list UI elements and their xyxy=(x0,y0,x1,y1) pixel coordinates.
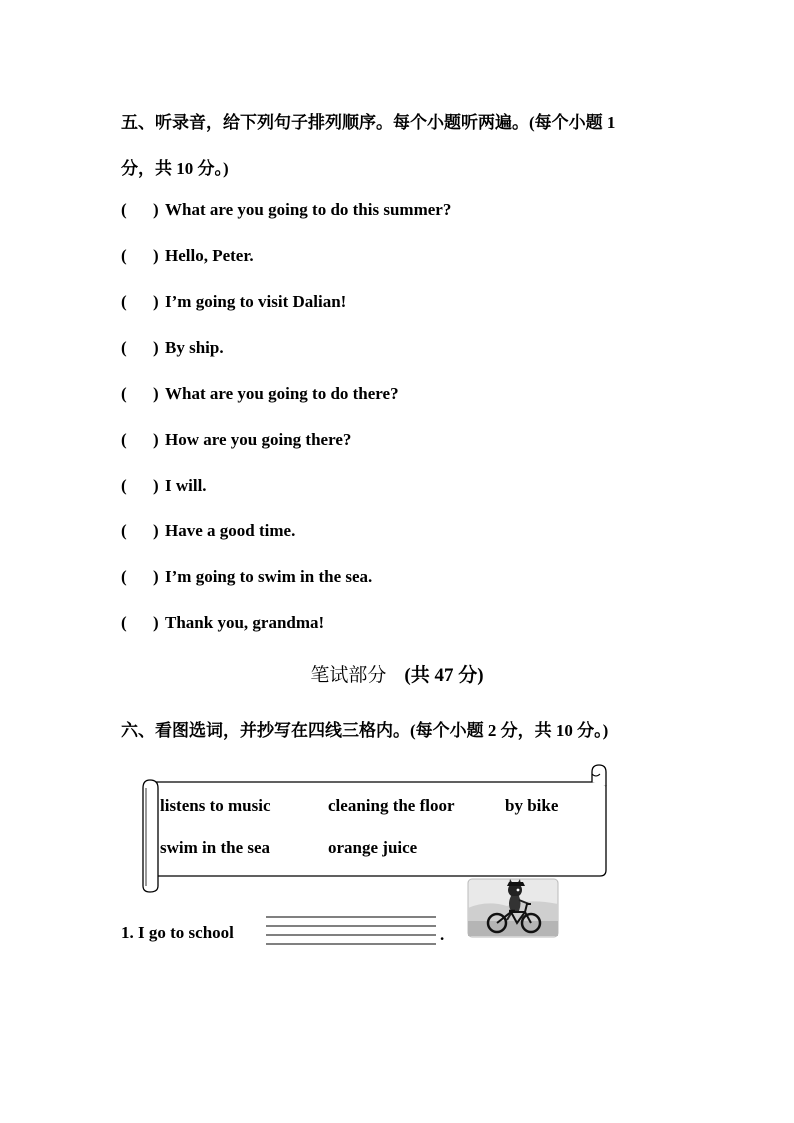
answer-paren-open: ( xyxy=(121,384,127,403)
answer-paren-close: ) xyxy=(153,476,159,495)
answer-paren-close: ) xyxy=(153,567,159,586)
list-item xyxy=(121,384,399,404)
answer-paren-open: ( xyxy=(121,430,127,449)
list-item xyxy=(121,200,451,220)
word-bank-item: cleaning the floor xyxy=(328,796,455,815)
four-line-grid[interactable] xyxy=(266,915,438,947)
sentence-text: Hello, Peter. xyxy=(165,246,254,265)
answer-paren-open: ( xyxy=(121,613,127,632)
section5-heading-line1: 五、听录音，给下列句子排列顺序。每个小题听两遍。(每个小题 1 xyxy=(121,113,616,132)
answer-paren-close: ) xyxy=(153,430,159,449)
sentence-text: I’m going to swim in the sea. xyxy=(165,567,373,586)
sentence-text: What are you going to do this summer? xyxy=(165,200,452,219)
answer-paren-open: ( xyxy=(121,567,127,586)
word-bank-item: orange juice xyxy=(328,838,418,857)
sentence-text: How are you going there? xyxy=(165,430,352,449)
word-bank-item: swim in the sea xyxy=(160,838,271,857)
answer-paren-open: ( xyxy=(121,521,127,540)
sentence-text: Have a good time. xyxy=(165,521,296,540)
word-bank-item: by bike xyxy=(505,796,559,815)
answer-paren-open: ( xyxy=(121,338,127,357)
section5-heading-line2: 分，共 10 分。) xyxy=(121,159,229,178)
sentence-text: I will. xyxy=(165,476,207,495)
list-item xyxy=(121,338,224,358)
sentence-text: What are you going to do there? xyxy=(165,384,399,403)
answer-paren-open: ( xyxy=(121,292,127,311)
answer-paren-close: ) xyxy=(153,338,159,357)
answer-paren-open: ( xyxy=(121,200,127,219)
answer-paren-close: ) xyxy=(153,384,159,403)
cat-riding-bike-icon xyxy=(467,878,559,938)
list-item xyxy=(121,292,346,312)
sentence-text: By ship. xyxy=(165,338,224,357)
list-item xyxy=(121,476,207,496)
word-bank-item: listens to music xyxy=(160,796,271,815)
answer-paren-open: ( xyxy=(121,246,127,265)
sentence-text: I’m going to visit Dalian! xyxy=(165,292,347,311)
list-item xyxy=(121,613,324,633)
question-1-period: . xyxy=(440,925,445,944)
sentence-text: Thank you, grandma! xyxy=(165,613,325,632)
written-part-title xyxy=(0,660,794,687)
written-part-label: 笔试部分 xyxy=(310,665,387,686)
answer-paren-close: ) xyxy=(153,292,159,311)
word-bank-scroll xyxy=(140,762,612,894)
list-item xyxy=(121,521,295,541)
list-item xyxy=(121,567,372,587)
answer-paren-close: ) xyxy=(153,246,159,265)
question-1-prompt: 1. I go to school xyxy=(121,923,234,942)
list-item xyxy=(121,430,351,450)
answer-paren-close: ) xyxy=(153,613,159,632)
answer-paren-open: ( xyxy=(121,476,127,495)
section6-heading: 六、看图选词，并抄写在四线三格内。(每个小题 2 分，共 10 分。) xyxy=(121,721,609,740)
written-part-score: (共 47 分) xyxy=(404,665,484,686)
list-item xyxy=(121,246,254,266)
answer-paren-close: ) xyxy=(153,521,159,540)
answer-paren-close: ) xyxy=(153,200,159,219)
